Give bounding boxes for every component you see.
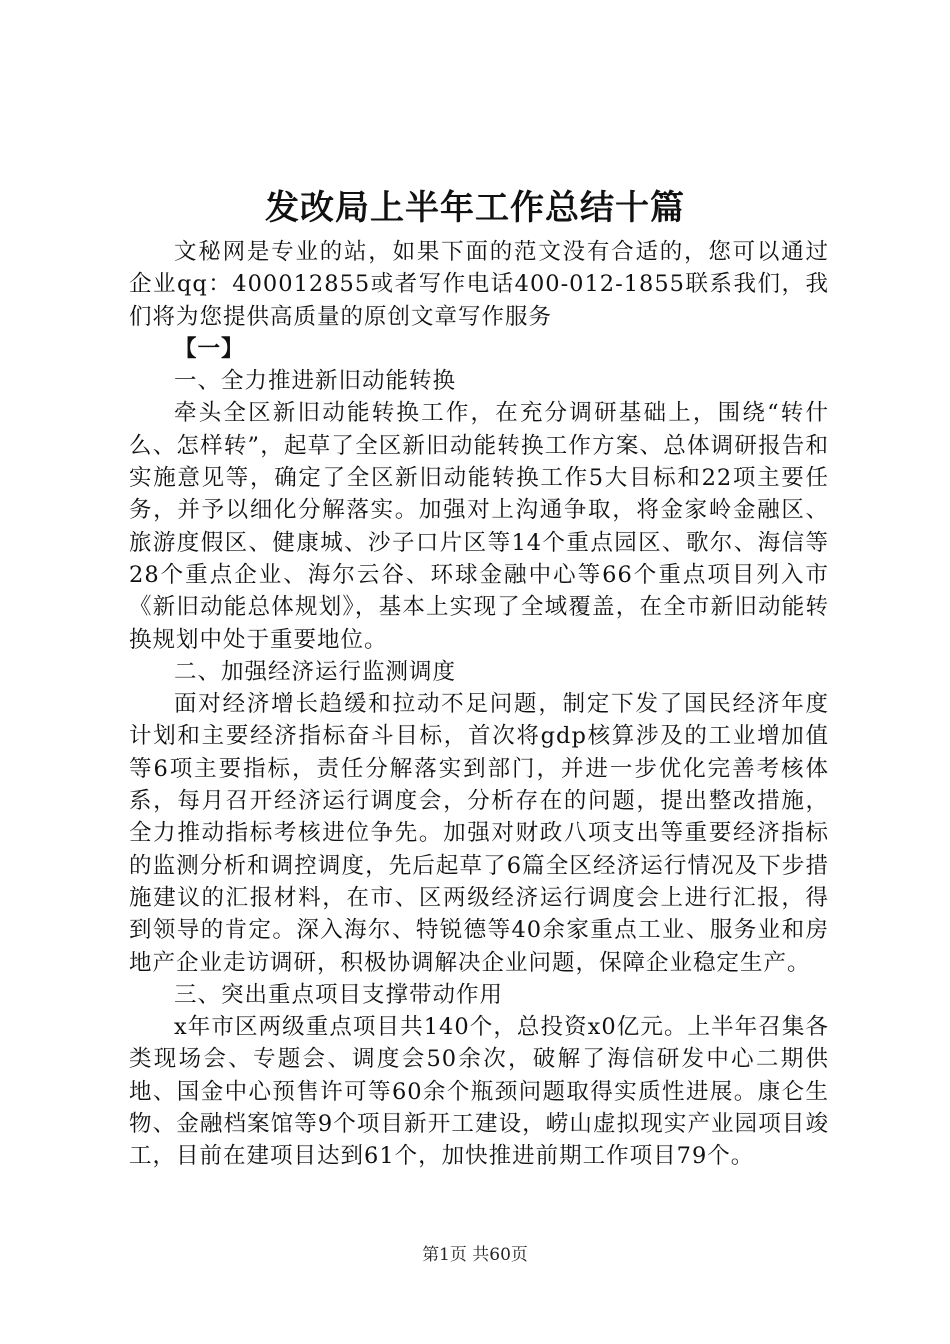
section-paragraph-3: x年市区两级重点项目共140个，总投资x0亿元。上半年召集各类现场会、专题会、调度会50余次，破解了海信研发中心二期供地、国金中心预售许可等60余个瓶颈问题取得实质性进展。康仑生物、金融档案馆等9个项目新开工建设，崂山虚拟现实产业园项目竣工，目前在建项目达到61个，加快推进前期工作项目79个。 xyxy=(129,1014,829,1170)
page-footer: 第1页 共60页 xyxy=(422,1245,528,1265)
intro-paragraph: 文秘网是专业的站，如果下面的范文没有合适的，您可以通过企业qq：400012855或者写作电话400-012-1855联系我们，我们将为您提供高质量的原创文章写作服务 xyxy=(129,239,829,330)
document-body xyxy=(129,236,829,1173)
document-title: 发改局上半年工作总结十篇 xyxy=(265,188,685,228)
section-paragraph-2: 面对经济增长趋缓和拉动不足问题，制定下发了国民经济年度计划和主要经济指标奋斗目标，首次将gdp核算涉及的工业增加值等6项主要指标，责任分解落实到部门，并进一步优化完善考核体系，每月召开经济运行调度会，分析存在的问题，提出整改措施，全力推动指标考核进位争先。加强对财政八项支出等重要经济指标的监测分析和调控调度，先后起草了6篇全区经济运行情况及下步措施建议的汇报材料，在市、区两级经济运行调度会上进行汇报，得到领导的肯定。深入海尔、特锐德等40余家重点工业、服务业和房地产企业走访调研，积极协调解决企业问题，保障企业稳定生产。 xyxy=(129,691,829,976)
section-mark: 【一】 xyxy=(174,335,245,362)
section-paragraph-1: 牵头全区新旧动能转换工作，在充分调研基础上，围绕“转什么、怎样转”，起草了全区新旧动能转换工作方案、总体调研报告和实施意见等，确定了全区新旧动能转换工作5大目标和22项主要任务，并予以细化分解落实。加强对上沟通争取，将金家岭金融区、旅游度假区、健康城、沙子口片区等14个重点园区、歌尔、海信等28个重点企业、海尔云谷、环球金融中心等66个重点项目列入市《新旧动能总体规划》，基本上实现了全域覆盖，在全市新旧动能转换规划中处于重要地位。 xyxy=(129,400,829,653)
section-heading-3: 三、突出重点项目支撑带动作用 xyxy=(174,981,504,1008)
section-heading-1: 一、全力推进新旧动能转换 xyxy=(174,368,457,395)
section-heading-2: 二、加强经济运行监测调度 xyxy=(174,658,457,685)
